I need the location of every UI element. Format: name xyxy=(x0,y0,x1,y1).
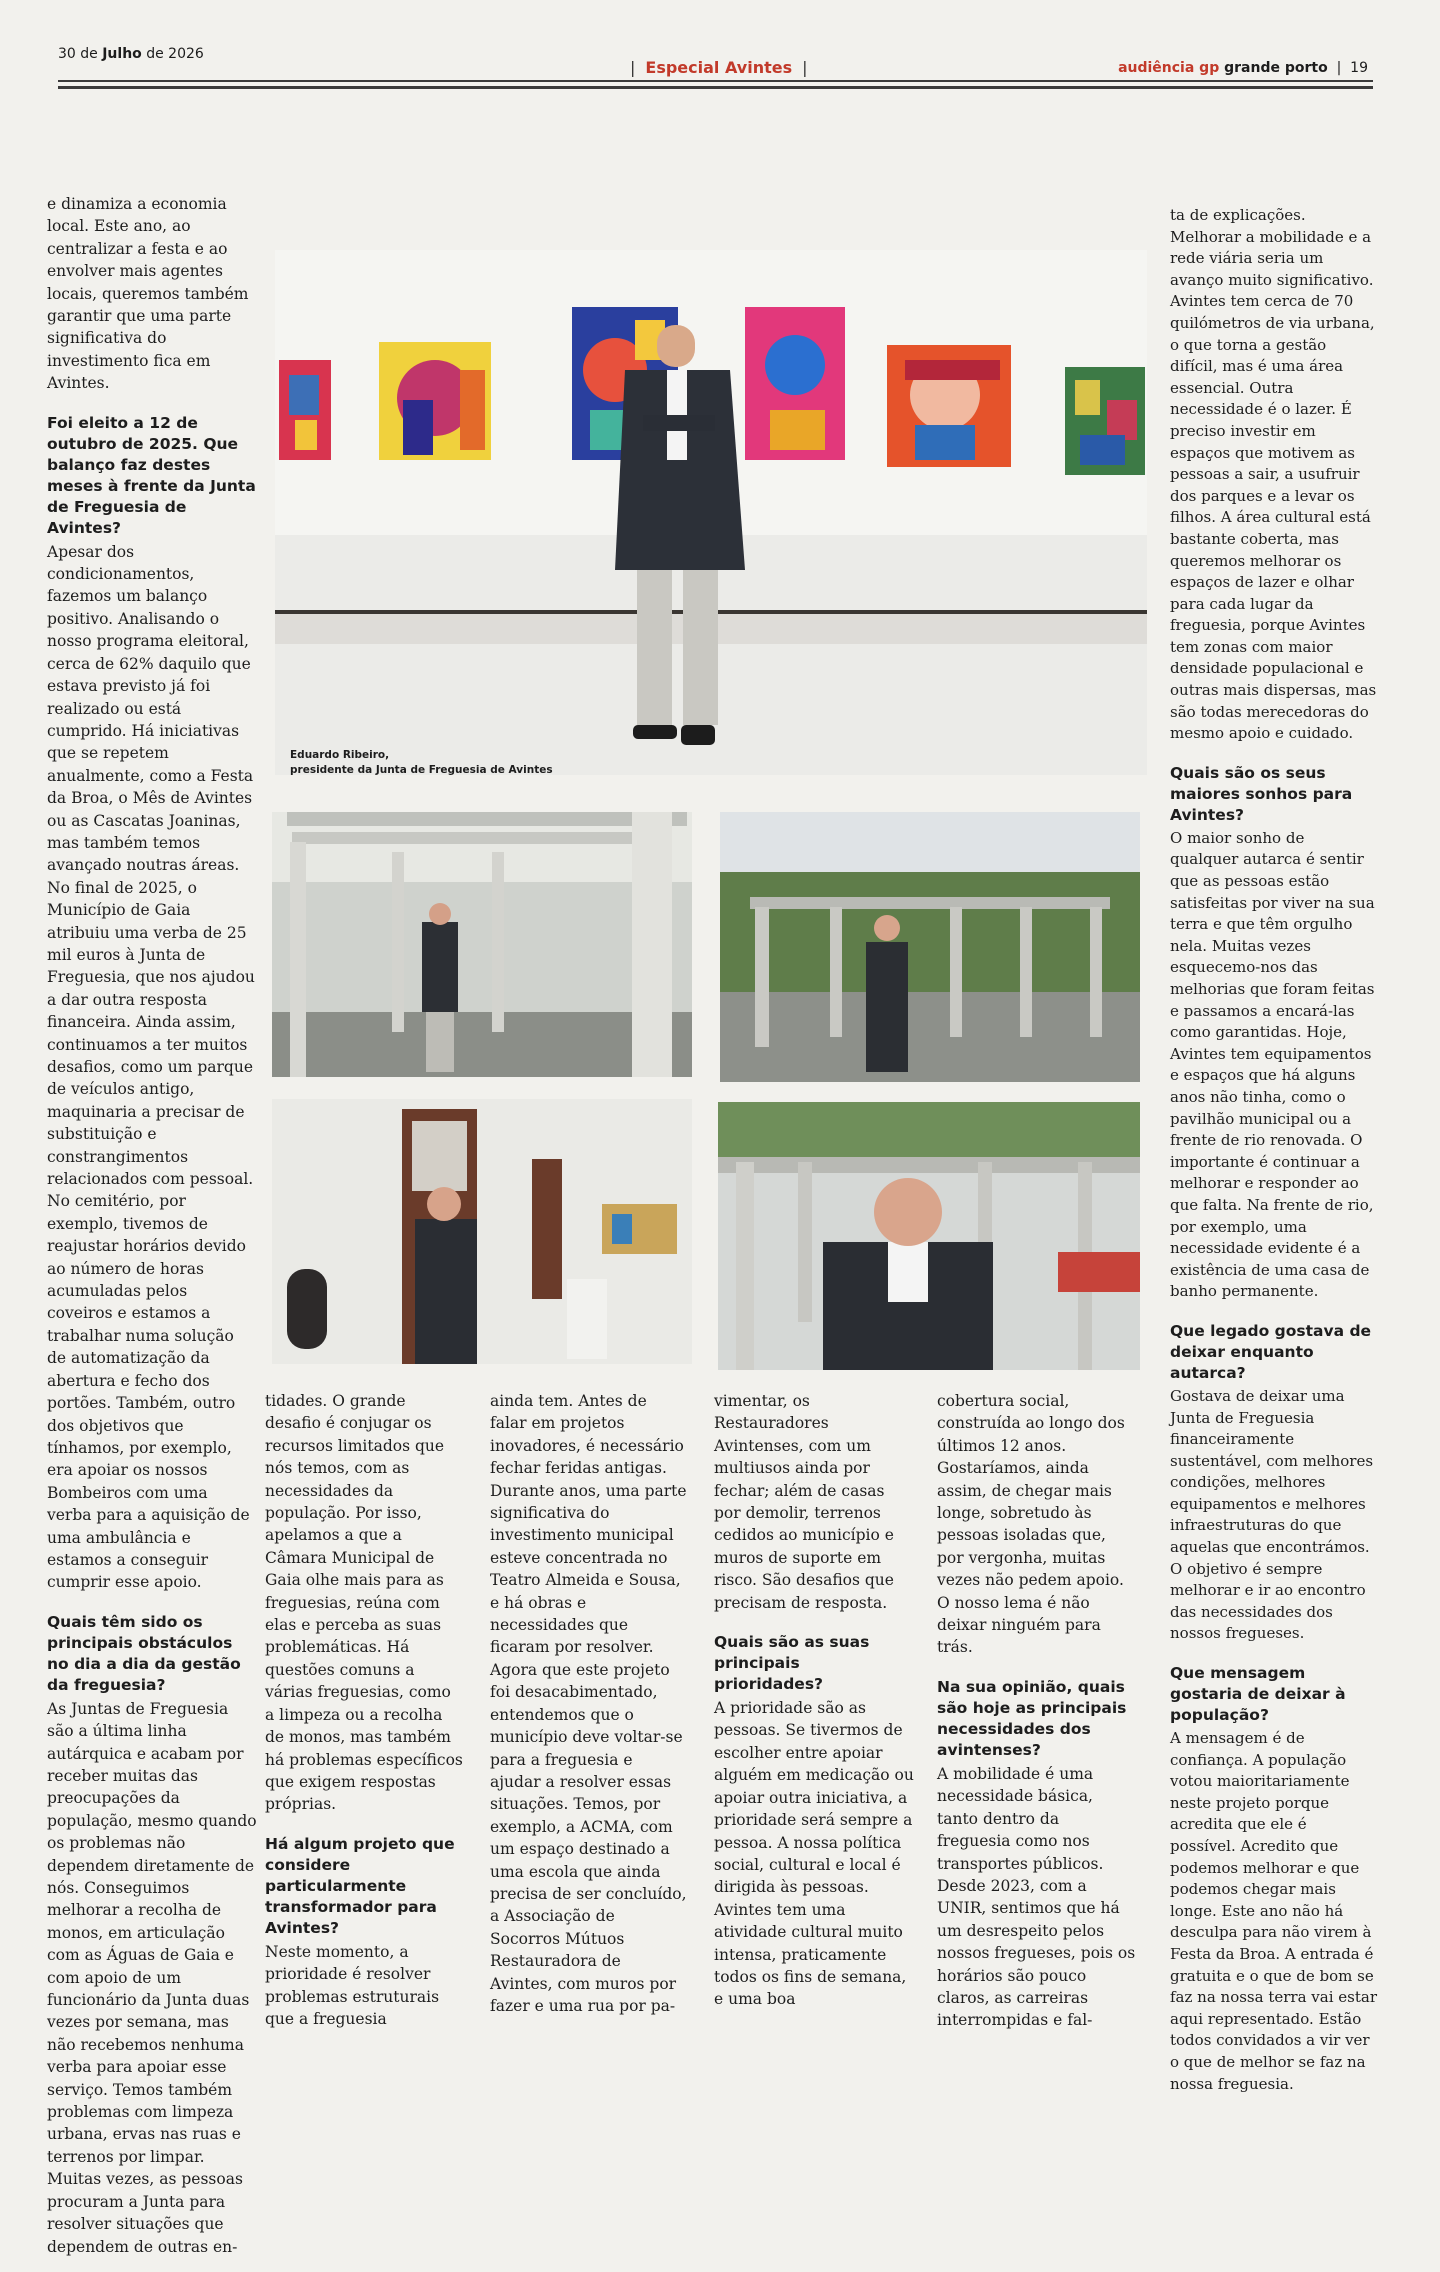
answer: Neste momento, a prioridade é resolver problemas estruturais que a freguesia xyxy=(265,1942,440,2028)
question: Quais são as suas principais prioridades? xyxy=(714,1633,870,1694)
question: Quais têm sido os principais obstáculos no dia a dia da gestão da freguesia? xyxy=(47,1612,241,1694)
page-header xyxy=(0,0,1440,100)
section-title: | Especial Avintes | xyxy=(630,58,808,77)
column-4 xyxy=(714,1390,914,2025)
brand-black: grande porto xyxy=(1224,60,1328,76)
question: Que legado gostava de deixar enquanto autarca? xyxy=(1170,1321,1372,1382)
painting xyxy=(1065,367,1145,475)
caption-role: presidente da Junta de Freguesia de Avintes xyxy=(290,764,553,776)
caption-name: Eduardo Ribeiro, xyxy=(290,749,390,761)
column-2 xyxy=(265,1390,465,2044)
answer: A prioridade são as pessoas. Se tivermos de escolher entre apoiar alguém em medicação ou apoiar outra iniciativa, a prioridade será sempre a pessoa. A nossa política social, cultural e local é dirigida às pessoas. Avintes tem uma atividade cultural muito intensa, praticamente todos os fins de semana, e uma boa xyxy=(714,1699,914,2009)
issue-date xyxy=(58,46,204,62)
section-label: Especial Avintes xyxy=(645,58,793,77)
question: Quais são os seus maiores sonhos para Avintes? xyxy=(1170,763,1353,824)
answer: O maior sonho de qualquer autarca é sentir que as pessoas estão satisfeitas por viver na sua terra e que têm orgulho nela. Muitas vezes esquecemo-nos das melhorias que foram feitas e passamos a encará-las como garantidas. Hoje, Avintes tem equipamentos e espaços que há alguns anos não tinha, como o pavilhão municipal ou a frente de rio renovada. O importante é continuar a melhorar e responder ao que falta. Na frente de rio, por exemplo, uma necessidade evidente é a existência de uma casa de banho permanente. xyxy=(1170,828,1375,1301)
column-5 xyxy=(937,1390,1137,2046)
answer: As Juntas de Freguesia são a última linha autárquica e acabam por receber muitas das preocupações da população, mesmo quando os problemas não dependem diretamente de nós. Conseguimos melhorar a recolha de monos, em articulação com as Águas de Gaia e com apoio de um funcionário da Junta duas vezes por semana, mas não recebemos nenhuma verba para apoiar esse serviço. Temos também problemas com limpeza urbana, ervas nas ruas e terrenos por limpar. Muitas vezes, as pessoas procuram a Junta para resolver situações que dependem de outras en- xyxy=(47,1699,257,2256)
question: Há algum projeto que considere particularmente transformador para Avintes? xyxy=(265,1834,455,1937)
answer: ta de explicações. Melhorar a mobilidade e a rede viária seria um avanço muito significativo. Avintes tem cerca de 70 quilómetros de via urbana, o que torna a gestão difícil, mas é uma área essencial. Outra necessidade é o lazer. É preciso investir em espaços que motivem as pessoas a sair, a usufruir dos parques e a levar os filhos. A área cultural está bastante coberta, mas queremos melhorar os espaços de lazer e olhar para cada lugar da freguesia, porque Avintes tem zonas com maior densidade populacional e outras mais dispersas, mas são todas merecedoras do mesmo apoio e cuidado. xyxy=(1170,206,1377,743)
photo-caption xyxy=(290,748,553,778)
answer: vimentar, os Restauradores Avintenses, com um multiusos ainda por fechar; além de casas por demolir, terrenos cedidos ao município e muros de suporte em risco. São desafios que precisam de resposta. xyxy=(714,1392,894,1612)
page-number: 19 xyxy=(1350,60,1368,76)
answer: Gostava de deixar uma Junta de Freguesia financeiramente sustentável, com melhores condições, melhores equipamentos e melhores infraestruturas do que aquelas que encontrámos. O objetivo é sempre melhorar e ir ao encontro das necessidades dos nossos fregueses. xyxy=(1170,1386,1374,1643)
date-day: 30 de xyxy=(58,46,98,62)
header-rule xyxy=(58,80,1373,82)
question: Que mensagem gostaria de deixar à população? xyxy=(1170,1664,1346,1725)
question: Na sua opinião, quais são hoje as principais necessidades dos avintenses? xyxy=(937,1677,1127,1759)
painting xyxy=(887,345,1011,467)
painting xyxy=(745,307,845,460)
paragraph: e dinamiza a economia local. Este ano, ao centralizar a festa e ao envolver mais agentes locais, queremos também garantir que uma parte significativa do investimento fica em Avintes. xyxy=(47,195,249,393)
painting xyxy=(279,360,331,460)
brand-red: audiência gp xyxy=(1118,60,1220,76)
column-3 xyxy=(490,1390,688,2031)
date-year: de 2026 xyxy=(146,46,204,62)
answer: ainda tem. Antes de falar em projetos inovadores, é necessário fechar feridas antigas. Durante anos, uma parte significativa do investimento municipal esteve concentrada no Teatro Almeida e Sousa, e há obras e necessidades que ficaram por resolver. Agora que este projeto foi desacabimentado, entendemos que o município deve voltar-se para a freguesia e ajudar a resolver essas situações. Temos, por exemplo, a ACMA, com um espaço destinado a uma escola que ainda precisa de ser concluído, a Associação de Socorros Mútuos Restauradora de Avintes, com muros por fazer e uma rua por pa- xyxy=(490,1392,687,2015)
question: Foi eleito a 12 de outubro de 2025. Que balanço faz destes meses à frente da Junta de Freguesia de Avintes? xyxy=(47,413,256,537)
painting xyxy=(379,342,491,460)
answer: tidades. O grande desafio é conjugar os recursos limitados que nós temos, com as necessidades da população. Por isso, apelamos a que a Câmara Municipal de Gaia olhe mais para as freguesias, reúna com elas e perceba as suas problemáticas. Há questões comuns a várias freguesias, como a limpeza ou a recolha de monos, mas também há problemas específicos que exigem respostas próprias. xyxy=(265,1392,463,1814)
header-rule-thick xyxy=(58,86,1373,89)
date-month: Julho xyxy=(102,46,142,62)
photo-pergola-closeup xyxy=(718,1102,1140,1370)
answer: Apesar dos condicionamentos, fazemos um balanço positivo. Analisando o nosso programa eleitoral, cerca de 62% daquilo que estava previsto já foi realizado ou está cumprido. Há iniciativas que se repetem anualmente, como a Festa da Broa, o Mês de Avintes ou as Cascatas Joaninas, mas também temos avançado noutras áreas. No final de 2025, o Município de Gaia atribuiu uma verba de 25 mil euros à Junta de Freguesia, que nos ajudou a dar outra resposta financeira. Ainda assim, continuamos a ter muitos desafios, como um parque de veículos antigo, maquinaria a precisar de substituição e constrangimentos relacionados com pessoal. No cemitério, por exemplo, tivemos de reajustar horários devido ao número de horas acumuladas pelos coveiros e estamos a trabalhar numa solução de automatização da abertura e fecho dos portões. Também, outro dos objetivos que tínhamos, por exemplo, era apoiar os nossos Bombeiros com uma verba para a aquisição de uma ambulância e estamos a conseguir cumprir esse apoio. xyxy=(47,542,255,1592)
column-right xyxy=(1170,205,1377,2109)
photo-pergola-1 xyxy=(272,812,692,1077)
brand: audiência gp grande porto | 19 xyxy=(1118,60,1368,76)
answer: cobertura social, construída ao longo dos últimos 12 anos. Gostaríamos, ainda assim, de chegar mais longe, sobretudo às pessoas isoladas que, por vergonha, muitas vezes não pedem apoio. O nosso lema é não deixar ninguém para trás. xyxy=(937,1392,1125,1657)
main-photo xyxy=(275,250,1147,775)
answer: A mensagem é de confiança. A população votou maioritariamente neste projeto porque acredita que ele é possível. Acredito que podemos melhorar e que podemos chegar mais longe. Este ano não há desculpa para não virem à Festa da Broa. A entrada é gratuita e o que de bom se faz na nossa terra vai estar aqui representado. Estão todos convidados a vir ver o que de melhor se faz na nossa freguesia. xyxy=(1170,1729,1377,2093)
photo-pergola-2 xyxy=(720,812,1140,1082)
photo-interior xyxy=(272,1099,692,1364)
answer: A mobilidade é uma necessidade básica, tanto dentro da freguesia como nos transportes públicos. Desde 2023, com a UNIR, sentimos que há um desrespeito pelos nossos fregueses, pois os horários são pouco claros, as carreiras interrompidas e fal- xyxy=(937,1764,1136,2030)
column-left xyxy=(47,193,257,2272)
